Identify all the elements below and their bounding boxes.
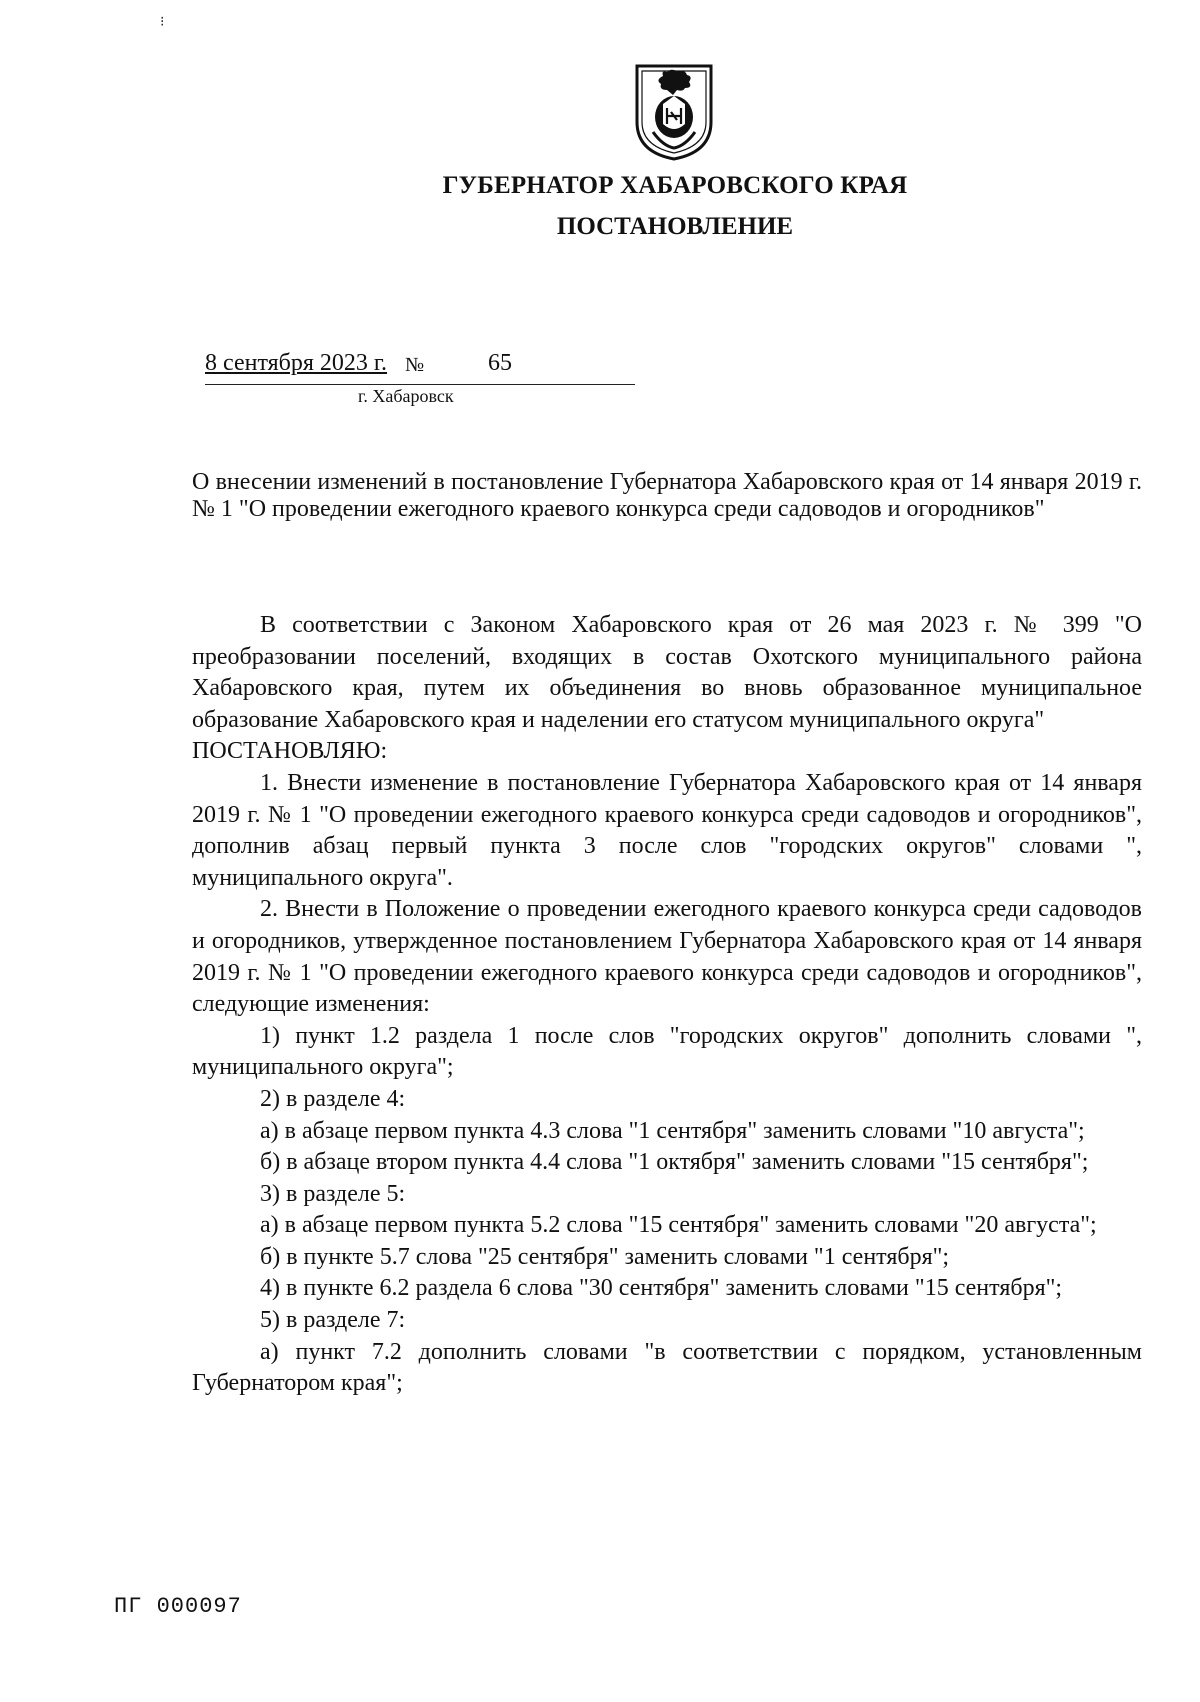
resolve-heading: ПОСТАНОВЛЯЮ: bbox=[192, 738, 388, 765]
body-item: 5) в разделе 7: bbox=[260, 1307, 406, 1334]
body-item: а) в абзаце первом пункта 5.2 слова "15 сентября" заменить словами "20 августа"; bbox=[260, 1212, 1097, 1239]
scan-mark-icon: ⁝ bbox=[160, 15, 165, 30]
number-sign: № bbox=[405, 354, 425, 376]
body-item: б) в пункте 5.7 слова "25 сентября" заменить словами "1 сентября"; bbox=[260, 1243, 950, 1270]
document-type-title: ПОСТАНОВЛЕНИЕ bbox=[556, 213, 794, 240]
body-item: а) в абзаце первом пункта 4.3 слова "1 сентября" заменить словами "10 августа"; bbox=[260, 1117, 1085, 1144]
body-item: 1) пункт 1.2 раздела 1 после слов "городских округов" дополнить словами ", муниципального округа"; bbox=[192, 1022, 1142, 1081]
date-number-line bbox=[205, 350, 635, 385]
body-item: 1. Внести изменение в постановление Губернатора Хабаровского края от 14 января 2019 г. № 1 "О проведении ежегодного краевого конкурса среди садоводов и огородников", дополнив абзац первый пункта 3 после слов "городских округов" словами ", муниципального округа". bbox=[192, 769, 1142, 891]
document-body bbox=[192, 610, 1142, 1400]
body-item: б) в абзаце втором пункта 4.4 слова "1 октября" заменить словами "15 сентября"; bbox=[260, 1149, 1089, 1176]
body-item: 3) в разделе 5: bbox=[260, 1180, 406, 1207]
authority-title: ГУБЕРНАТОР ХАБАРОВСКОГО КРАЯ bbox=[442, 172, 908, 199]
document-date: 8 сентября 2023 г. bbox=[205, 350, 388, 376]
document-number: 65 bbox=[488, 350, 512, 376]
document-city: г. Хабаровск bbox=[358, 386, 454, 406]
body-item: 2) в разделе 4: bbox=[260, 1085, 406, 1112]
form-code: ПГ 000097 bbox=[114, 1594, 242, 1619]
body-item: а) пункт 7.2 дополнить словами "в соответствии с порядком, установленным Губернатором края"; bbox=[192, 1338, 1142, 1397]
preamble-paragraph: В соответствии с Законом Хабаровского края от 26 мая 2023 г. № 399 "О преобразовании поселений, входящих в состав Охотского муниципального района Хабаровского края, путем их объединения во вновь образованное муниципальное образование Хабаровского края и наделении его статусом муниципального округа" bbox=[192, 612, 1142, 733]
body-item: 4) в пункте 6.2 раздела 6 слова "30 сентября" заменить словами "15 сентября"; bbox=[260, 1275, 1063, 1302]
coat-of-arms-icon bbox=[633, 62, 715, 162]
document-subject: О внесении изменений в постановление Губернатора Хабаровского края от 14 января 2019 г. № 1 "О проведении ежегодного краевого конкурса среди садоводов и огородников" bbox=[192, 469, 1142, 522]
body-item: 2. Внести в Положение о проведении ежегодного краевого конкурса среди садоводов и огородников, утвержденное постановлением Губернатора Хабаровского края от 14 января 2019 г. № 1 "О проведении ежегодного краевого конкурса среди садоводов и огородников", следующие изменения: bbox=[192, 896, 1142, 1018]
